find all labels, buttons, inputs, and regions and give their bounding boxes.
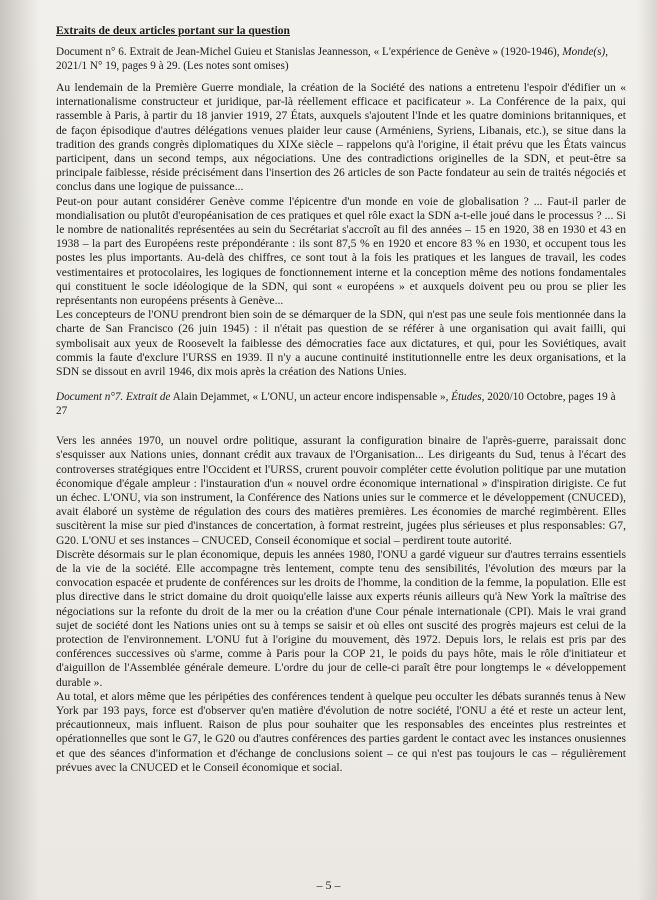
- page-shadow-right: [637, 0, 657, 900]
- doc7-paragraph-1: Vers les années 1970, un nouvel ordre politique, assurant la configuration binaire de l'après-guerre, paraissait donc s'esquisser aux Nations unies, donnant crédit aux travaux de l'Organisation... Les dirigeants du Sud, tenus à l'écart des controverses stratégiques entre l'Occident et l'URSS, crurent pouvoir compléter cette évolution politique par une mutation économique d'égale ampleur : l'instauration d'un « nouvel ordre économique international » d'inspiration dirigiste. Ce fut un échec. L'ONU, via son instrument, la Conférence des Nations unies sur le commerce et le développement (CNUCED), avait élaboré un système de régulation des cours des matières premières. Les économies de marché regimbèrent. Elles suscitèrent la mise sur pied d'instances de concertation, à format restreint, jugées plus sérieuses et plus responsables: G7, G20. L'ONU et ses instances – CNUCED, Conseil économique et social – perdirent toute autorité.: [56, 434, 626, 547]
- doc7-paragraph-3: Au total, et alors même que les péripéties des conférences tendent à quelque peu occulter les débats surannés tenus à New York par 193 pays, force est d'observer qu'en matière d'évolution de notre société, l'ONU a été et reste un acteur lent, précautionneux, mais influent. Raison de plus pour souhaiter que les responsables des enceintes plus restreintes et opérationnelles que sont le G7, le G20 ou d'autres conférences des parties gardent le contact avec les instances onusiennes et que des séances d'information et d'échange de conclusions soient – ce qui n'est pas toujours le cas – régulièrement prévues avec la CNUCED et le Conseil économique et social.: [56, 689, 626, 774]
- doc7-reference: [56, 391, 626, 418]
- doc6-label: Document n° 6.: [56, 46, 127, 59]
- doc6-paragraph-3: Les concepteurs de l'ONU prendront bien soin de se démarquer de la SDN, qui n'est pas une seule fois mentionnée dans la charte de San Francisco (26 juin 1945) : il n'était pas question de se référer à une organisation qui avait failli, qui symbolisait aux yeux de Roosevelt la faiblesse des démocraties face aux dictatures, et qui, pour les Soviétiques, avait commis la faute d'exclure l'URSS en 1939. Il n'y a aucune continuité institutionnelle entre les deux organisations, et la SDN se dissout en avril 1946, dix mois après la création des Nations Unies.: [56, 308, 626, 379]
- page-number: – 5 –: [316, 878, 341, 892]
- section-heading: Extraits de deux articles portant sur la question: [56, 25, 290, 37]
- page-shadow-left: [0, 0, 40, 900]
- doc6-journal: Monde(s),: [562, 46, 609, 59]
- doc6-ref-rest: 2021/1 N° 19, pages 9 à 29. (Les notes sont omises): [56, 59, 289, 72]
- doc7-ref-rest: 2020/10 Octobre, pages 19 à 27: [56, 391, 616, 417]
- doc6-ref-text: Extrait de Jean-Michel Guieu et Stanislas Jeannesson, « L'expérience de Genève » (1920-1946),: [129, 46, 560, 59]
- doc6-paragraph-1: Au lendemain de la Première Guerre mondiale, la création de la Société des nations a entretenu l'espoir d'édifier un « internationalisme constructeur et juridique, par-là réellement efficace et pacificateur ». La Conférence de la paix, qui rassemble à Paris, à partir du 18 janvier 1919, 27 États, auxquels s'ajoutent l'Inde et les quatre dominions britanniques, et de façon épisodique d'autres délégations venues plaider leur cause (Arméniens, Syriens, Libanais, etc.), se situe dans la tradition des grands congrès diplomatiques du XIXe siècle – rappelons qu'à l'origine, il était prévu que les États vaincus participent, dans un second temps, aux négociations. Une des contradictions originelles de la SDN, et peut-être sa principale faiblesse, réside précisément dans l'insertion des 26 articles de son Pacte fondateur au sein de traités négociés et conclus dans une logique de puissance...: [56, 81, 626, 194]
- doc6-reference: [56, 46, 626, 73]
- doc7-ref-text: Alain Dejammet, « L'ONU, un acteur encore indispensable »,: [172, 391, 449, 404]
- doc7-journal: Études,: [451, 391, 485, 404]
- page-content: [56, 24, 626, 775]
- doc6-paragraph-2: Peut-on pour autant considérer Genève comme l'épicentre d'un monde en voie de globalisation ? ... Faut-il parler de mondialisation ou plutôt d'européanisation de ces pratiques et quel rôle exact la SDN a-t-elle joué dans le processus ? ... Si le nombre de nationalités représentées au sein du Secrétariat s'accroît au fil des années – 15 en 1920, 38 en 1930 et 43 en 1938 – la part des Européens reste prépondérante : ils sont 87,5 % en 1920 et encore 83 % en 1930, et occupent tous les postes les plus importants. Au-delà des chiffres, ce sont tout à la fois les pratiques et les langues de travail, les codes vestimentaires et protocolaires, les logiques de fonctionnement interne et la conception même des notions fondamentales qui constituent le socle idéologique de la SDN, qui sont « européens » et auxquels doivent peu ou prou se plier les représentants non européens présents à Genève...: [56, 194, 626, 308]
- doc7-paragraph-2: Discrète désormais sur le plan économique, depuis les années 1980, l'ONU a gardé vigueur sur d'autres terrains essentiels de la vie de la société. Elle accompagne très lentement, compte tenu des sensibilités, l'évolution des mœurs par la convocation espacée et prudente de conférences sur les droits de l'homme, la condition de la femme, la population. Elle est plus directive dans le strict domaine du droit quoiqu'elle laisse aux experts réunis ailleurs qu'à New York la maîtrise des négociations sur la refonte du droit de la mer ou la création d'une Cour pénale internationale (CPI). Mais le vrai grand sujet de société dont les Nations unies ont su à temps se saisir et où elles ont suscité des progrès majeurs est celui de la protection de l'environnement. L'ONU fut à l'origine du mouvement, dès 1972. Depuis lors, le relais est pris par des conférences successives où s'arme, comme à Paris pour la COP 21, le poids du pays hôte, mais le rôle d'initiateur et d'aiguillon de l'Assemblée générale demeure. L'ordre du jour de celle-ci paraît être pour longtemps le « développement durable ».: [56, 547, 626, 689]
- doc7-label: Document n°7. Extrait de: [56, 391, 171, 404]
